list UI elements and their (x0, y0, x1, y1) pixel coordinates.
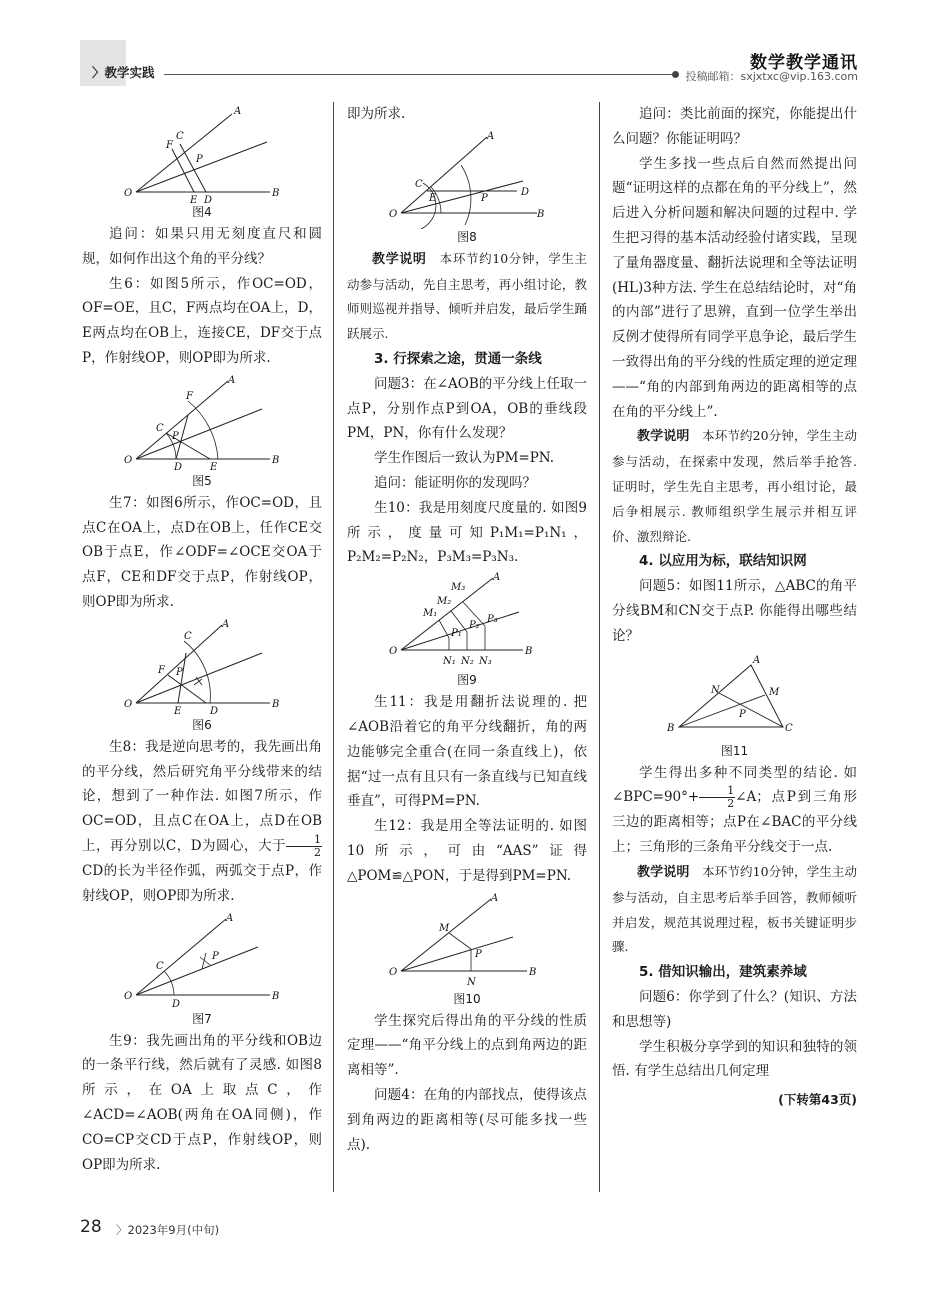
journal-title: 数学教学通讯 (750, 53, 858, 73)
figure-4-label: C (176, 131, 184, 142)
page-number: 28 (80, 1217, 102, 1237)
paragraph: 学生作图后一致认为PM=PN. (374, 450, 555, 467)
fraction-numerator: 1 (286, 834, 322, 847)
paragraph: 即为所求. (347, 106, 406, 122)
teaching-note (612, 424, 857, 549)
figure-9-label: O (389, 646, 398, 658)
figure-9-label: P₁ (451, 628, 462, 640)
figure-9-diagram (387, 572, 547, 672)
figure-4-label: B (272, 188, 280, 199)
figure-6-label: E (174, 705, 182, 717)
figure-9-label: M₂ (437, 596, 452, 608)
column-1 (82, 102, 322, 1177)
figure-6-label: O (124, 698, 133, 710)
paragraph: 问题6：你学到了什么？(知识、方法和思想等) (612, 988, 857, 1030)
figure-11-caption: 图11 (720, 743, 749, 758)
figure-8-label: P (481, 192, 488, 204)
figure-5-label: D (174, 461, 183, 473)
figure-9-label: N₂ (461, 656, 474, 668)
figure-4-label: A (234, 106, 242, 117)
figure-7 (82, 911, 322, 1027)
figure-10-label: B (529, 966, 537, 978)
figure-4-label: E (190, 195, 198, 204)
paragraph (82, 735, 322, 909)
teaching-note (612, 860, 857, 960)
figure-4-label: P (196, 154, 203, 165)
teaching-note-text: 本环节约10分钟，学生主动参与活动，自主思考后举手回答，教师倾听并启发，规范其说理过程，板书关键证明步骤. (612, 863, 857, 955)
figure-10-diagram (387, 891, 547, 991)
submission-email: 投稿邮箱：sxjxtxc@vip.163.com (685, 70, 858, 83)
figure-6-label: C (184, 630, 192, 642)
fraction-numerator: 1 (699, 785, 735, 798)
paragraph: 学生探究后得出角的平分线的性质定理——“角平分线上的点到角两边的距离相等”. (347, 1012, 587, 1079)
column-3 (612, 102, 857, 1113)
section-label: 〉教学实践 (92, 65, 155, 80)
figure-11-label: A (752, 654, 760, 666)
figure-8-label: A (487, 130, 495, 142)
paragraph: 问题5：如图11所示，△ABC的角平分线BM和CN交于点P. 你能得出哪些结论？ (612, 578, 857, 644)
figure-11-diagram (655, 651, 815, 743)
figure-4-caption: 图4 (192, 205, 212, 219)
paragraph: 生12：我是用全等法证明的. 如图10所示，可由“AAS”证得△POM≌△PON，于是得到PM=PN. (347, 818, 587, 884)
teaching-note-label: 教学说明 (637, 429, 690, 445)
figure-8-caption: 图8 (457, 229, 477, 244)
paragraph: 问题3：在∠AOB的平分线上任取一点P，分别作点P到OA，OB的垂线段PM，PN，你有什么发现？ (347, 375, 587, 442)
paragraph: 学生积极分享学到的知识和独特的领悟. 有学生总结出几何定理 (612, 1038, 857, 1080)
figure-7-diagram (122, 911, 282, 1011)
figure-9-label: M₃ (451, 582, 466, 594)
figure-9-label: M₁ (423, 608, 438, 620)
figure-11-label: B (666, 722, 674, 734)
figure-6-diagram (122, 617, 282, 717)
figure-4-label: D (204, 195, 213, 204)
section-heading: 4. 以应用为标，联结知识网 (639, 553, 807, 570)
figure-5-label: O (124, 454, 133, 466)
figure-10-label: O (389, 966, 398, 978)
paragraph: 追问：类比前面的探究，你能提出什么问题？你能证明吗？ (612, 106, 857, 147)
header-rule (164, 74, 674, 75)
column-divider-1 (333, 102, 334, 1192)
paragraph: 生10：我是用刻度尺度量的. 如图9所示，度量可知P₁M₁=P₁N₁，P₂M₂=P₂N₂，P₃M₃=P₃N₃. (347, 499, 587, 566)
figure-6-label: B (272, 698, 280, 710)
figure-7-caption: 图7 (192, 1011, 212, 1026)
figure-8 (347, 129, 587, 245)
figure-7-label: P (212, 950, 219, 962)
figure-7-label: C (156, 960, 164, 972)
figure-11 (612, 651, 857, 759)
paragraph-text: CD的长为半径作弧，两弧交于点P，作射线OP，则OP即为所求. (82, 862, 322, 904)
figure-7-label: D (172, 998, 181, 1010)
figure-10-label: M (439, 922, 450, 934)
figure-5 (82, 373, 322, 489)
paragraph: 追问：如果只用无刻度直尺和圆规，如何作出这个角的平分线？ (82, 226, 322, 267)
figure-6 (82, 617, 322, 733)
paragraph-text: 生8：我是逆向思考的，我先画出角的平分线，然后研究角平分线带来的结论，想到了一种作法. 如图7所示，作OC=OD，且点C在OA上，点D在OB上，再分别以C，D为圆心，大于 (82, 738, 322, 854)
figure-8-label: E (429, 192, 437, 204)
paragraph: 问题4：在角的内部找点，使得该点到角两边的距离相等(尽可能多找一些点). (347, 1086, 587, 1153)
figure-6-label: P (176, 666, 183, 678)
teaching-note-text: 本环节约10分钟，学生主动参与活动，先自主思考，再小组讨论，教师则巡视并指导、倾听并启发，最后学生踊跃展示. (347, 250, 587, 342)
figure-5-label: E (210, 461, 218, 473)
fraction-one-half (699, 785, 735, 810)
paragraph: 生11：我是用翻折法说理的. 把∠AOB沿着它的角平分线翻折，角的两边能够完全重合(在同一条直线上)，依据“过一点有且只有一条直线与已知直线垂直”，可得PM=PN. (347, 694, 587, 810)
figure-10-caption: 图10 (453, 991, 481, 1006)
figure-10-label: P (475, 948, 482, 960)
figure-9-label: N₁ (443, 656, 456, 668)
column-divider-2 (599, 102, 600, 1192)
figure-6-label: F (158, 664, 165, 676)
figure-5-label: A (228, 374, 236, 386)
figure-5-label: B (272, 454, 280, 466)
paragraph-text: 学生得出多种不同类型的结论. 如∠BPC=90°+ (612, 764, 857, 806)
figure-9 (347, 572, 587, 688)
fraction-denominator: 2 (727, 797, 735, 811)
paragraph: 追问：能证明你的发现吗？ (374, 474, 536, 491)
issue-date: 〉2023年9月(中旬) (116, 1223, 220, 1237)
figure-4-label: F (166, 140, 173, 151)
figure-9-caption: 图9 (457, 673, 477, 688)
teaching-note-label: 教学说明 (372, 251, 427, 267)
figure-8-label: C (415, 178, 423, 190)
figure-5-caption: 图5 (192, 473, 212, 488)
figure-9-label: P₃ (487, 614, 498, 626)
figure-5-label: P (172, 430, 179, 442)
fraction-denominator: 2 (314, 845, 321, 859)
figure-9-label: A (493, 572, 501, 584)
figure-11-label: P (738, 708, 746, 720)
figure-9-label: B (525, 646, 533, 658)
figure-4-label: O (124, 188, 133, 199)
figure-6-label: D (210, 705, 219, 717)
figure-9-label: N₃ (479, 656, 492, 668)
paragraph: 生9：我先画出角的平分线和OB边的一条平行线，然后就有了灵感. 如图8所示，在OA上取点C，作∠ACD=∠AOB(两角在OA同侧)，作CO=CP交CD于点P，作射线OP，则OP即为所求. (82, 1032, 322, 1173)
paragraph-text: ∠A；点P到三角形三边的距离相等；点P在∠BAC的平分线上；三角形的三条角平分线交于一点. (612, 789, 857, 856)
figure-8-label: B (537, 208, 545, 220)
figure-10 (347, 891, 587, 1007)
figure-4 (82, 104, 322, 220)
fraction-one-half (286, 834, 322, 859)
figure-5-label: C (156, 422, 164, 434)
figure-4-diagram (122, 104, 282, 204)
figure-11-label: C (784, 722, 793, 734)
continued-note: (下转第43页) (778, 1092, 857, 1108)
figure-7-label: B (272, 990, 280, 1002)
figure-6-label: A (222, 618, 230, 630)
figure-8-label: O (389, 208, 398, 220)
paragraph (612, 761, 857, 860)
figure-11-label: M (768, 686, 779, 698)
paragraph: 学生多找一些点后自然而然提出问题“证明这样的点都在角的平分线上”，然后进入分析问题和解决问题的过程中. 学生把习得的基本活动经验付诸实践，呈现了量角器度量、翻折法说理和全等法证明(HL)3种方法. 学生在总结结论时，对“角的内部”进行了思辨，直到一位学生举出反例才使得所有同学平息争论，最后学生一致得出角的平分线的性质定理的逆定理——“角的内部到角两边的距离相等的点在角的平分线上”. (612, 155, 857, 420)
paragraph: 生6：如图5所示，作OC=OD，OF=OE，且C，F两点均在OA上，D，E两点均在OB上，连接CE，DF交于点P，作射线OP，则OP即为所求. (82, 275, 322, 366)
teaching-note-text: 本环节约20分钟，学生主动参与活动，在探索中发现，然后举手抢答. 证明时，学生先自主思考，再小组讨论，最后争相展示. 教师组织学生展示并相互评价、激烈辩论. (612, 428, 857, 544)
paragraph: 生7：如图6所示，作OC=OD，且点C在OA上，点D在OB上，任作CE交OB于点E，作∠ODF=∠OCE交OA于点F，CE和DF交于点P，作射线OP，则OP即为所求. (82, 494, 322, 610)
figure-7-label: A (226, 912, 234, 924)
figure-8-label: D (521, 186, 530, 198)
section-heading: 5. 借知识输出，建筑素养域 (639, 964, 807, 981)
figure-5-label: F (186, 390, 193, 402)
figure-10-label: A (491, 892, 499, 904)
teaching-note-label: 教学说明 (637, 864, 690, 880)
figure-9-label: P₂ (469, 620, 480, 632)
column-2 (347, 102, 587, 1157)
figure-7-label: O (124, 990, 133, 1002)
section-heading: 3. 行探索之途，贯通一条线 (374, 350, 542, 367)
figure-10-label: N (467, 976, 476, 988)
figure-8-diagram (387, 129, 547, 229)
figure-11-label: N (710, 684, 720, 696)
teaching-note (347, 247, 587, 347)
figure-5-diagram (122, 373, 282, 473)
figure-6-caption: 图6 (192, 717, 212, 732)
header-rule-dot (672, 71, 679, 78)
